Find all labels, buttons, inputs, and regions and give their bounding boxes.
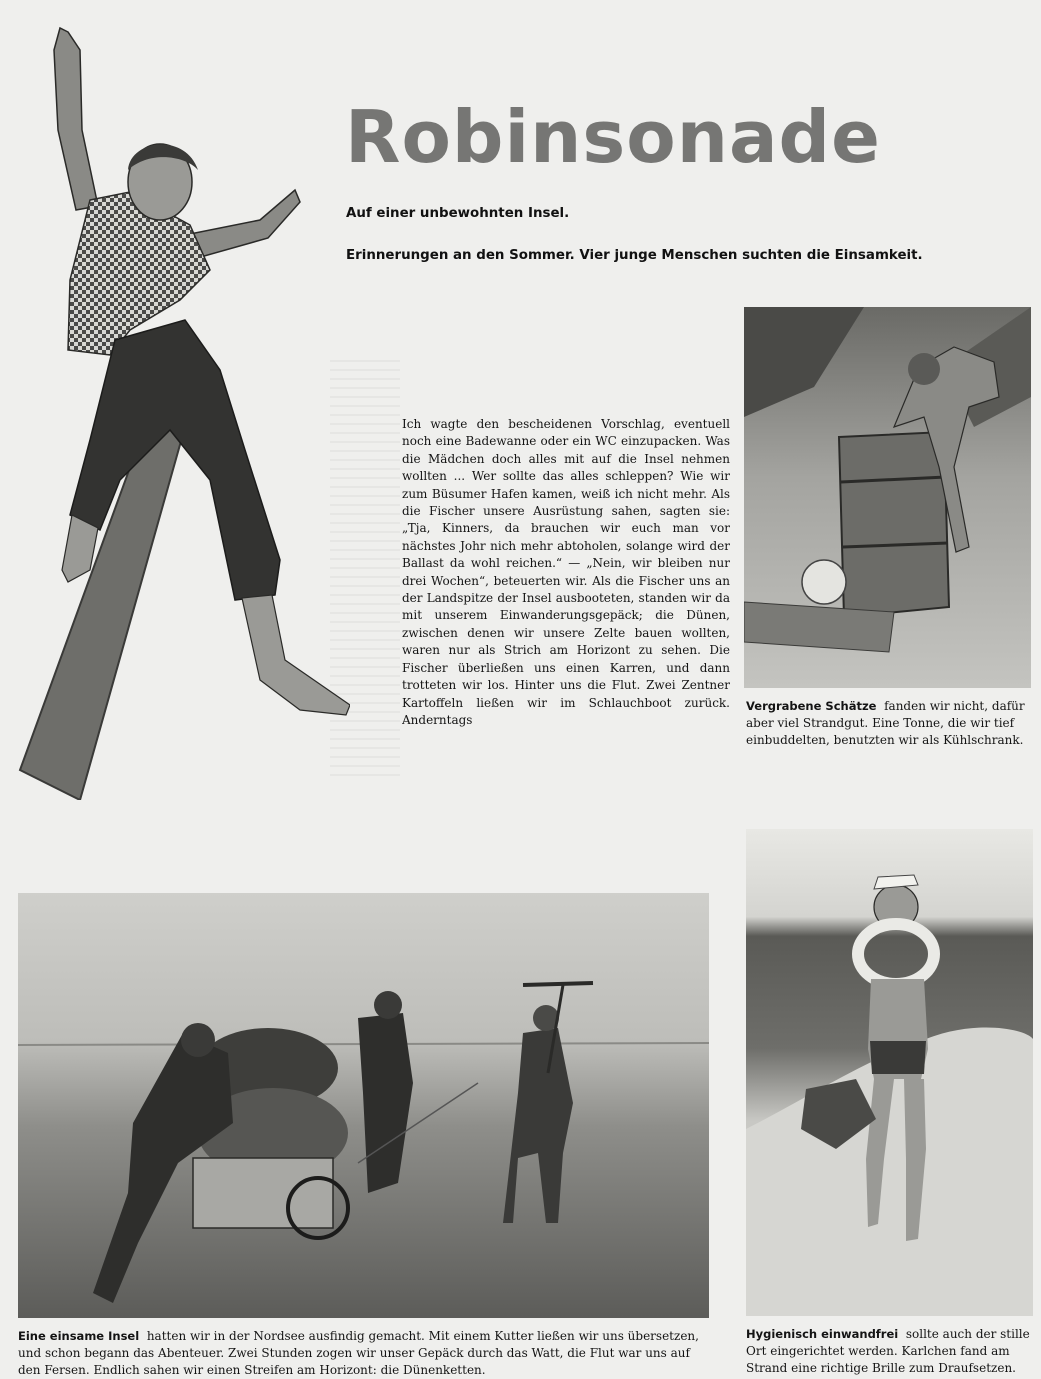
article-body: Ich wagte den bescheidenen Vorschlag, eventuell noch eine Badewanne oder ein WC einzupacken. Was die Mädchen doch alles mit auf die Insel nehmen wollten ... Wer sollte das alles schleppen? Wie wir zum Büsumer Hafen kamen, weiß ich nicht mehr. Als die Fischer unsere Ausrüstung sahen, sagten sie: „Tja, Kinners, da brauchen wir euch man vor nächstes Johr nich mehr abtoholen, solange wird der Ballast da wohl reichen.“ — „Nein, wir bleiben nur drei Wochen“, beteuerten wir. Als die Fischer uns an der Landspitze der Insel ausbooteten, standen wir da mit unserem Einwanderungsgepäck; die Dünen, zwischen denen wir unsere Zelte bauen wollten, waren nur als Strich am Horizont zu sehen. Die Fischer überließen uns einen Karren, und dann trotteten wir los. Hinter uns die Flut. Zwei Zentner Kartoffeln ließen wir im Schlauchboot zurück. Anderntags <box>402 417 730 727</box>
cart-photo <box>18 893 709 1318</box>
caption-hygiene-lead: Hygienisch einwandfrei <box>746 1327 899 1341</box>
caption-hygiene-text: sollte auch der stille Ort eingerichtet werden. Karlchen fand am Strand eine richtige Brille zum Draufsetzen. <box>746 1327 1030 1375</box>
jumping-girl-illustration <box>10 10 350 800</box>
intro-line: Erinnerungen an den Sommer. Vier junge Menschen suchten die Einsamkeit. <box>346 248 923 263</box>
caption-treasure-lead: Vergrabene Schätze <box>746 699 877 713</box>
jumping-girl-photo <box>10 10 350 800</box>
caption-island-text: hatten wir in der Nordsee ausfindig gemacht. Mit einem Kutter ließen wir uns übersetzen, und schon begann das Abenteuer. Zwei Stunden zogen wir unser Gepäck durch das Watt, die Flut war uns auf den Fersen. Endlich sahen wir einen Streifen am Horizont: die Dünenketten. <box>18 1329 699 1376</box>
cart-scene-illustration <box>18 893 709 1318</box>
toilet-seat-photo <box>746 829 1033 1316</box>
subtitle: Auf einer unbewohnten Insel. <box>346 206 570 221</box>
caption-island-lead: Eine einsame Insel <box>18 1329 140 1343</box>
caption-treasure <box>746 698 1032 750</box>
caption-island <box>18 1328 708 1376</box>
barrel-photo <box>744 307 1031 688</box>
caption-treasure-text: fanden wir nicht, dafür aber viel Strandgut. Eine Tonne, die wir tief einbuddelten, benutzten wir als Kühlschrank. <box>746 699 1025 747</box>
toilet-seat-scene-illustration <box>746 829 1033 1316</box>
barrel-scene-illustration <box>744 307 1031 688</box>
page-title: Robinsonade <box>345 95 881 179</box>
caption-hygiene <box>746 1326 1033 1376</box>
